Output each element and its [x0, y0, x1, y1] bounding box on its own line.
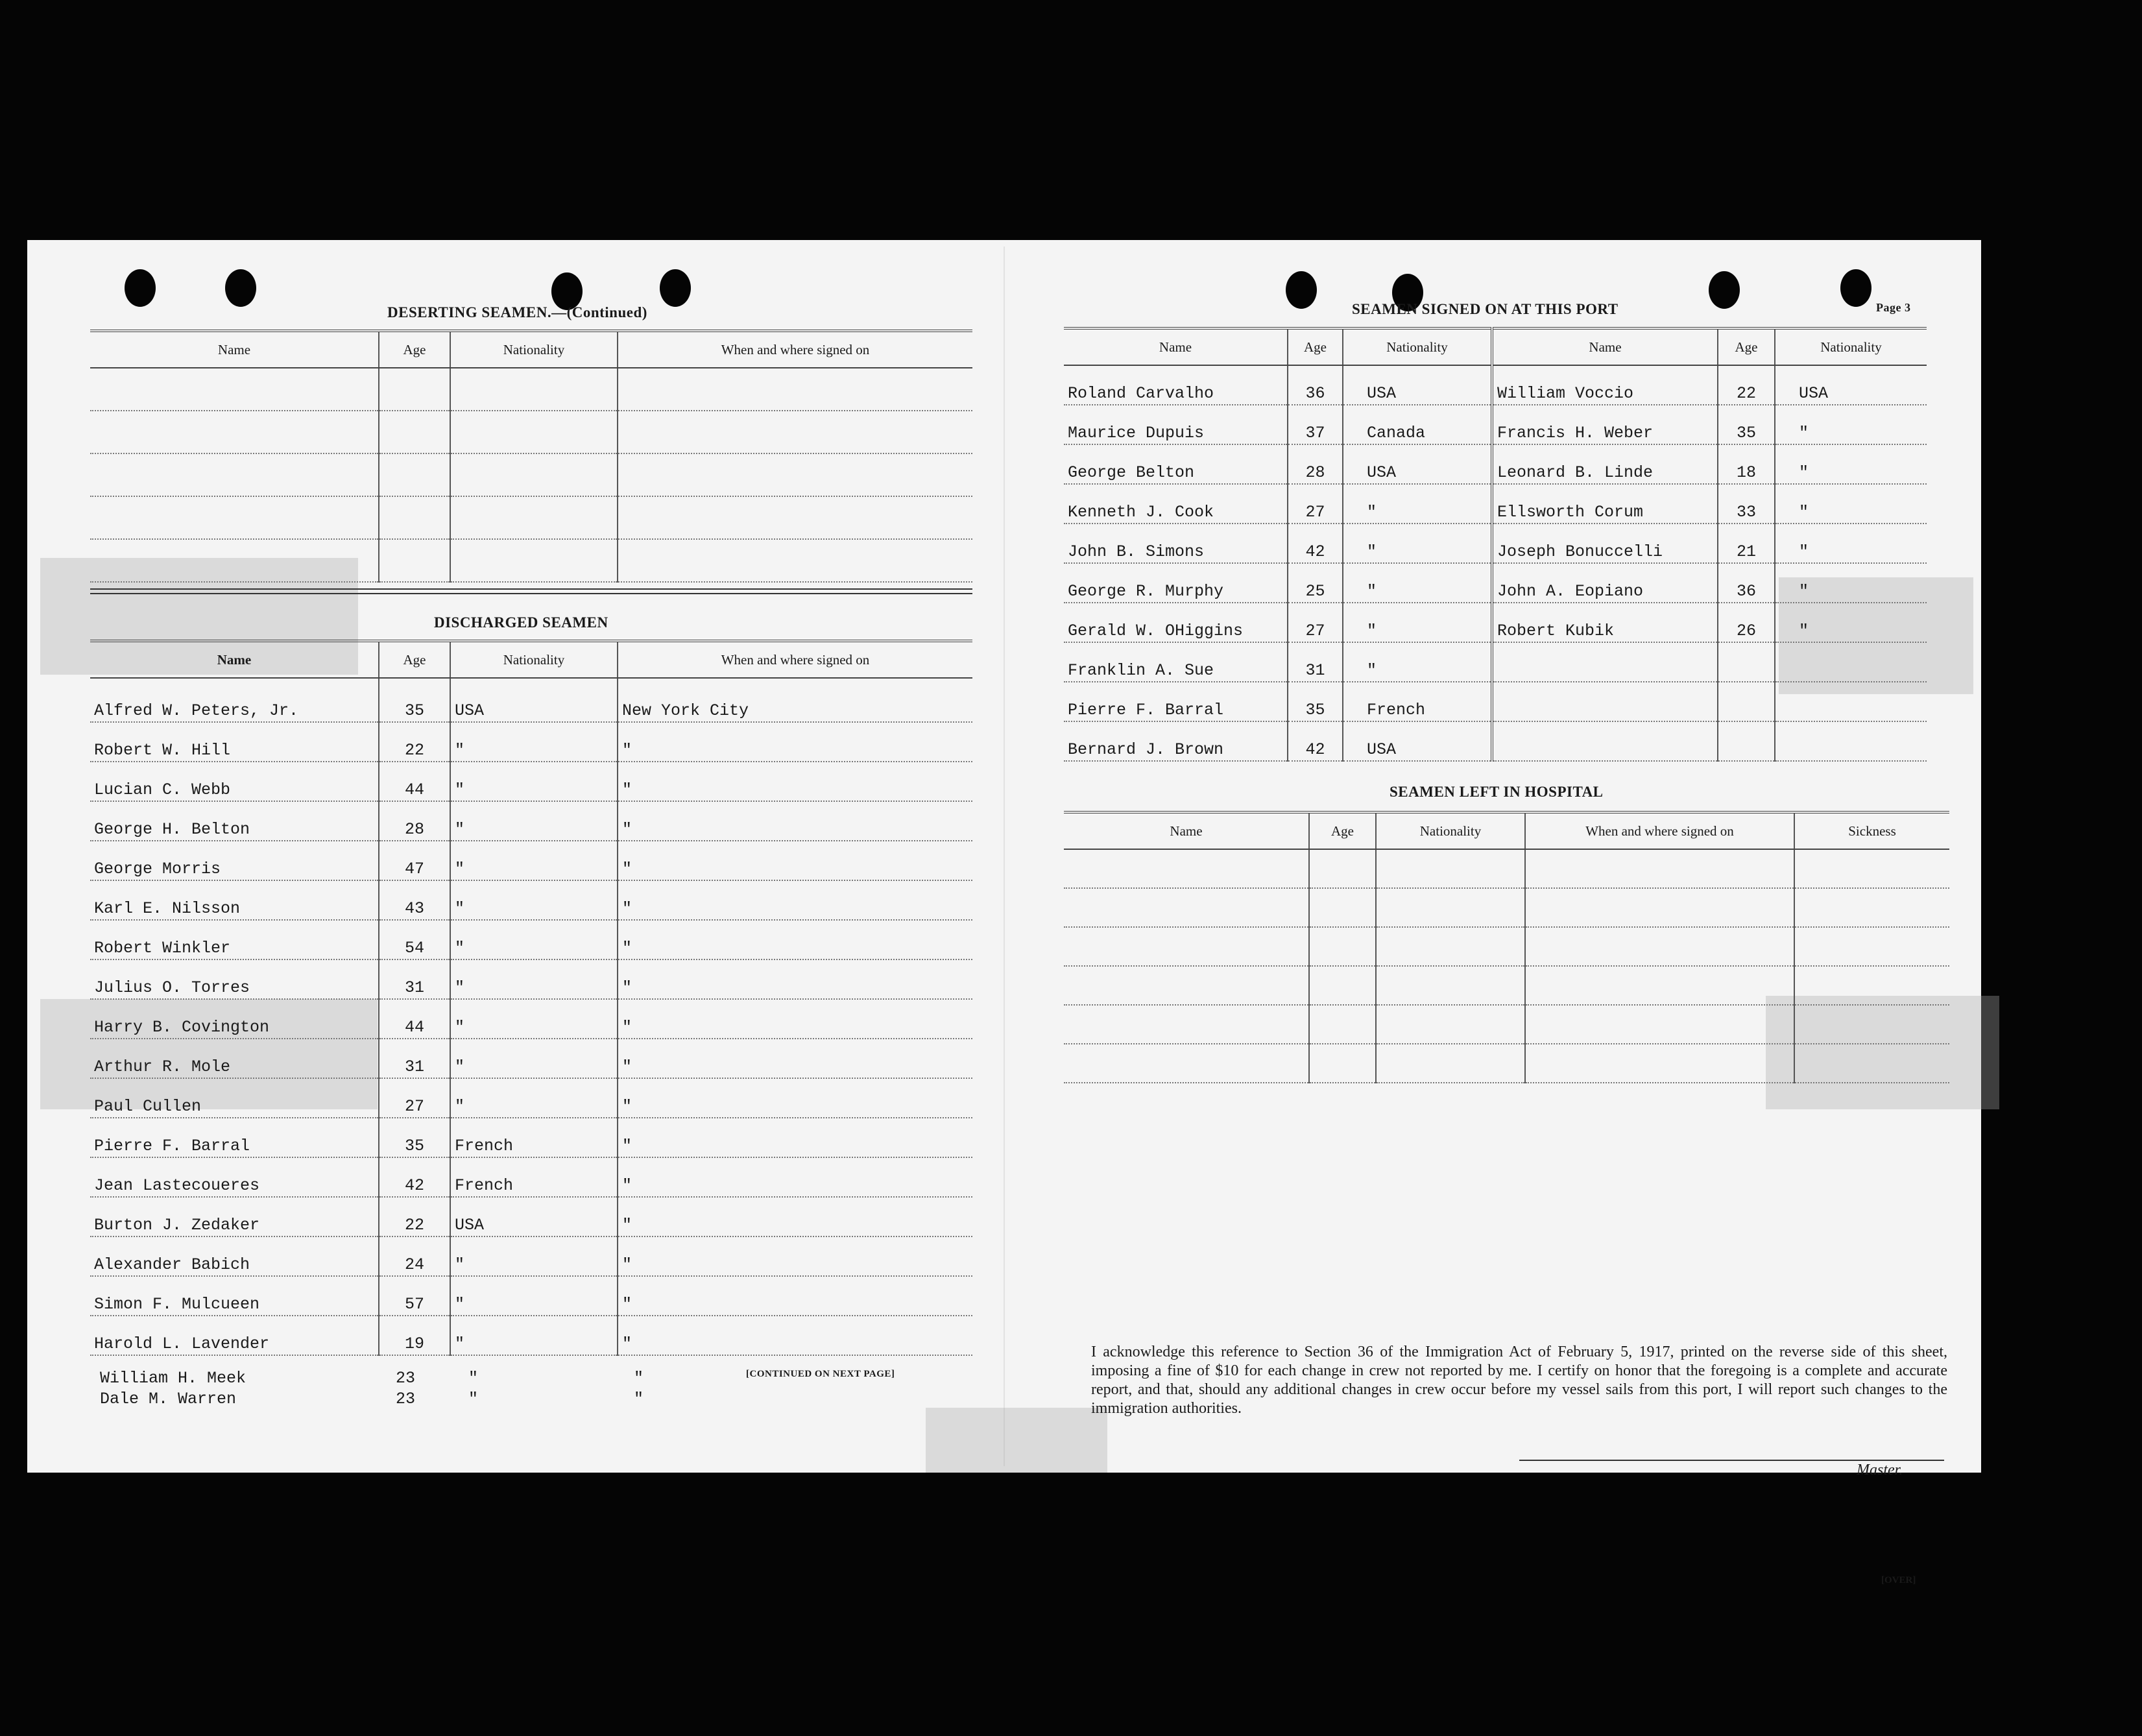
- seaman-age: 27: [1288, 484, 1343, 524]
- seaman-nationality: ": [1775, 444, 1927, 484]
- seaman-age: 21: [1718, 524, 1775, 563]
- seaman-age: [1718, 682, 1775, 721]
- signed-on-title: SEAMEN SIGNED ON AT THIS PORT: [1352, 301, 1619, 317]
- signed-on-place: ": [618, 1276, 972, 1316]
- hospital-table: [1064, 811, 1949, 1083]
- seaman-name: Alfred W. Peters, Jr.: [90, 678, 379, 722]
- table-row: [1064, 405, 1927, 444]
- seaman-nationality: ": [450, 841, 618, 880]
- seaman-age: 28: [1288, 444, 1343, 484]
- table-row: [90, 1316, 972, 1355]
- seaman-nationality: USA: [1343, 444, 1492, 484]
- name-header: Name: [1492, 328, 1718, 365]
- nationality-header: Nationality: [450, 331, 618, 368]
- punch-hole: [660, 269, 691, 307]
- seaman-nationality: ": [450, 1039, 618, 1078]
- extra-signed-on-place: ": [634, 1369, 644, 1388]
- seaman-nationality: ": [450, 999, 618, 1039]
- extra-seaman-age: 23: [396, 1390, 416, 1408]
- seaman-nationality: ": [1775, 603, 1927, 642]
- table-row: [1064, 849, 1949, 888]
- seaman-age: 22: [379, 1197, 450, 1236]
- deserting-table: [90, 330, 972, 583]
- table-row: [1064, 966, 1949, 1005]
- seaman-name: [1492, 642, 1718, 682]
- signed-on-table: [1064, 327, 1927, 762]
- signed-on-place: ": [618, 1118, 972, 1157]
- table-row: [90, 1197, 972, 1236]
- seaman-name: Pierre F. Barral: [90, 1118, 379, 1157]
- seaman-name: Maurice Dupuis: [1064, 405, 1288, 444]
- seaman-age: 44: [379, 762, 450, 801]
- table-row: [1064, 563, 1927, 603]
- seaman-name: George R. Murphy: [1064, 563, 1288, 603]
- seaman-nationality: ": [1343, 484, 1492, 524]
- extra-seaman-nationality: ": [468, 1369, 479, 1388]
- master-label: Master.: [1857, 1462, 1903, 1478]
- seaman-age: 47: [379, 841, 450, 880]
- table-row: [90, 801, 972, 841]
- hospital-title: SEAMEN LEFT IN HOSPITAL: [1390, 784, 1604, 800]
- acknowledgment-text: I acknowledge this reference to Section 36 of the Immigration Act of February 5, 1917, printed on the reverse side of this sheet, imposing a fine of $10 for each change in crew not reported by me. I certify on honor that the foregoing is a complete and accurate report, and that, should any additional changes in crew occur before my vessel sails from this port, I will report such changes to the immigration authorities.: [1091, 1344, 1947, 1417]
- seaman-name: Lucian C. Webb: [90, 762, 379, 801]
- signed-on-place: ": [618, 1078, 972, 1118]
- page-label: Page 3: [1876, 301, 1911, 314]
- seaman-nationality: ": [1775, 405, 1927, 444]
- table-row: [1064, 1044, 1949, 1083]
- table-row: [1064, 603, 1927, 642]
- table-row: [90, 453, 972, 496]
- signature-line: [1519, 1460, 1944, 1461]
- seaman-name: Pierre F. Barral: [1064, 682, 1288, 721]
- seaman-nationality: ": [1343, 642, 1492, 682]
- table-row: [90, 920, 972, 959]
- punch-hole: [1286, 271, 1317, 309]
- seaman-age: 24: [379, 1236, 450, 1276]
- seaman-age: 43: [379, 880, 450, 920]
- seaman-age: [1718, 642, 1775, 682]
- signed-on-place: ": [618, 1316, 972, 1355]
- table-row: [90, 1118, 972, 1157]
- seaman-age: 25: [1288, 563, 1343, 603]
- table-row: [90, 368, 972, 411]
- seaman-nationality: Canada: [1343, 405, 1492, 444]
- table-row: [90, 411, 972, 453]
- seaman-nationality: ": [450, 762, 618, 801]
- seaman-age: 22: [1718, 365, 1775, 405]
- seaman-age: 35: [1288, 682, 1343, 721]
- punch-hole: [225, 269, 256, 307]
- name-header: Name: [90, 331, 379, 368]
- seaman-name: Robert Kubik: [1492, 603, 1718, 642]
- table-row: [90, 1236, 972, 1276]
- seaman-nationality: USA: [1775, 365, 1927, 405]
- table-row: [90, 1039, 972, 1078]
- table-row: [90, 762, 972, 801]
- seaman-name: Harry B. Covington: [90, 999, 379, 1039]
- seaman-age: 31: [379, 959, 450, 999]
- seaman-age: 27: [379, 1078, 450, 1118]
- seaman-nationality: ": [450, 1078, 618, 1118]
- table-row: [90, 678, 972, 722]
- table-row: [90, 1276, 972, 1316]
- seaman-age: 18: [1718, 444, 1775, 484]
- seaman-name: Simon F. Mulcueen: [90, 1276, 379, 1316]
- seaman-nationality: French: [450, 1118, 618, 1157]
- seaman-name: Ellsworth Corum: [1492, 484, 1718, 524]
- sickness-header: Sickness: [1794, 812, 1949, 849]
- table-row: [1064, 682, 1927, 721]
- seaman-name: Jean Lastecoueres: [90, 1157, 379, 1197]
- nationality-header: Nationality: [1343, 328, 1492, 365]
- seaman-name: George Morris: [90, 841, 379, 880]
- seaman-name: Bernard J. Brown: [1064, 721, 1288, 761]
- age-header: Age: [1288, 328, 1343, 365]
- seaman-name: Franklin A. Sue: [1064, 642, 1288, 682]
- seaman-age: 42: [379, 1157, 450, 1197]
- deserting-title: DESERTING SEAMEN.—(Continued): [387, 304, 647, 320]
- seaman-age: 42: [1288, 524, 1343, 563]
- discharged-title: DISCHARGED SEAMEN: [434, 614, 608, 631]
- tape-mark: [926, 1408, 1107, 1473]
- table-row: [1064, 444, 1927, 484]
- table-row: [1064, 721, 1927, 761]
- seaman-age: [1718, 721, 1775, 761]
- seaman-age: 31: [1288, 642, 1343, 682]
- punch-hole: [125, 269, 156, 307]
- signed-on-place: ": [618, 801, 972, 841]
- signed-on-place: ": [618, 841, 972, 880]
- signed-on-place: ": [618, 762, 972, 801]
- seaman-nationality: ": [450, 920, 618, 959]
- seaman-nationality: French: [450, 1157, 618, 1197]
- name-header: Name: [1064, 812, 1309, 849]
- seaman-name: Burton J. Zedaker: [90, 1197, 379, 1236]
- seaman-age: 27: [1288, 603, 1343, 642]
- seaman-name: Arthur R. Mole: [90, 1039, 379, 1078]
- table-row: [1064, 524, 1927, 563]
- seaman-name: Roland Carvalho: [1064, 365, 1288, 405]
- age-header: Age: [1309, 812, 1376, 849]
- nationality-header: Nationality: [450, 641, 618, 678]
- table-row: [90, 841, 972, 880]
- seaman-age: 35: [1718, 405, 1775, 444]
- extra-seaman-name: William H. Meek: [100, 1369, 247, 1388]
- seaman-age: 36: [1718, 563, 1775, 603]
- seaman-age: 37: [1288, 405, 1343, 444]
- seaman-nationality: [1775, 721, 1927, 761]
- nationality-header: Nationality: [1775, 328, 1927, 365]
- signed-on-place: ": [618, 1157, 972, 1197]
- seaman-nationality: ": [450, 1236, 618, 1276]
- extra-seaman-name: Dale M. Warren: [100, 1390, 237, 1408]
- signed-on-place: ": [618, 920, 972, 959]
- table-row: [1064, 365, 1927, 405]
- seaman-age: 19: [379, 1316, 450, 1355]
- seaman-nationality: ": [1343, 603, 1492, 642]
- seaman-age: 44: [379, 999, 450, 1039]
- signed-on-header: When and where signed on: [618, 641, 972, 678]
- signed-on-place: ": [618, 880, 972, 920]
- extra-seaman-nationality: ": [468, 1390, 479, 1408]
- manifest-sheet: [27, 240, 1981, 1585]
- seaman-nationality: ": [1775, 524, 1927, 563]
- center-fold: [1004, 247, 1005, 1466]
- name-header: Name: [1064, 328, 1288, 365]
- seaman-nationality: USA: [450, 1197, 618, 1236]
- signed-on-place: New York City: [618, 678, 972, 722]
- seaman-nationality: ": [450, 801, 618, 841]
- table-row: [1064, 888, 1949, 927]
- seaman-nationality: ": [450, 1276, 618, 1316]
- seaman-name: Francis H. Weber: [1492, 405, 1718, 444]
- seaman-name: [1492, 682, 1718, 721]
- table-row: [1064, 642, 1927, 682]
- table-row: [90, 722, 972, 762]
- signed-on-place: ": [618, 1197, 972, 1236]
- table-row: [90, 496, 972, 539]
- signed-on-place: ": [618, 1236, 972, 1276]
- punch-hole: [1840, 269, 1871, 307]
- nationality-header: Nationality: [1376, 812, 1525, 849]
- seaman-name: George Belton: [1064, 444, 1288, 484]
- seaman-nationality: ": [450, 722, 618, 762]
- seaman-name: Paul Cullen: [90, 1078, 379, 1118]
- seaman-name: Robert W. Hill: [90, 722, 379, 762]
- table-row: [90, 1078, 972, 1118]
- seaman-age: 42: [1288, 721, 1343, 761]
- seaman-nationality: USA: [450, 678, 618, 722]
- seaman-nationality: USA: [1343, 721, 1492, 761]
- seaman-nationality: ": [1775, 484, 1927, 524]
- seaman-age: 31: [379, 1039, 450, 1078]
- seaman-name: Harold L. Lavender: [90, 1316, 379, 1355]
- seaman-age: 35: [379, 678, 450, 722]
- seaman-age: 33: [1718, 484, 1775, 524]
- name-header: Name: [90, 641, 379, 678]
- table-row: [1064, 484, 1927, 524]
- over-label: [OVER]: [1881, 1575, 1916, 1585]
- seaman-name: John A. Eopiano: [1492, 563, 1718, 603]
- seaman-age: 28: [379, 801, 450, 841]
- punch-hole: [1709, 271, 1740, 309]
- seaman-age: 57: [379, 1276, 450, 1316]
- signed-on-place: ": [618, 999, 972, 1039]
- seaman-age: 22: [379, 722, 450, 762]
- seaman-nationality: [1775, 642, 1927, 682]
- seaman-name: Karl E. Nilsson: [90, 880, 379, 920]
- seaman-name: [1492, 721, 1718, 761]
- signed-on-place: ": [618, 1039, 972, 1078]
- seaman-age: 35: [379, 1118, 450, 1157]
- signed-on-place: ": [618, 959, 972, 999]
- table-row: [90, 539, 972, 582]
- age-header: Age: [379, 641, 450, 678]
- seaman-nationality: USA: [1343, 365, 1492, 405]
- section-divider: [90, 588, 972, 594]
- seaman-name: George H. Belton: [90, 801, 379, 841]
- seaman-nationality: ": [450, 1316, 618, 1355]
- seaman-name: Alexander Babich: [90, 1236, 379, 1276]
- seaman-name: Leonard B. Linde: [1492, 444, 1718, 484]
- extra-signed-on-place: ": [634, 1390, 644, 1408]
- table-row: [1064, 1005, 1949, 1044]
- seaman-age: 26: [1718, 603, 1775, 642]
- seaman-name: Kenneth J. Cook: [1064, 484, 1288, 524]
- seaman-nationality: [1775, 682, 1927, 721]
- seaman-name: Joseph Bonuccelli: [1492, 524, 1718, 563]
- signed-on-header: When and where signed on: [618, 331, 972, 368]
- extra-seaman-age: 23: [396, 1369, 416, 1388]
- seaman-name: William Voccio: [1492, 365, 1718, 405]
- seaman-nationality: ": [450, 959, 618, 999]
- table-row: [90, 999, 972, 1039]
- table-row: [90, 1157, 972, 1197]
- seaman-nationality: ": [1343, 524, 1492, 563]
- table-row: [90, 880, 972, 920]
- seaman-name: John B. Simons: [1064, 524, 1288, 563]
- seaman-name: Gerald W. OHiggins: [1064, 603, 1288, 642]
- signed-on-header: When and where signed on: [1525, 812, 1794, 849]
- continued-note: [CONTINUED ON NEXT PAGE]: [746, 1369, 895, 1379]
- seaman-name: Julius O. Torres: [90, 959, 379, 999]
- signed-on-place: ": [618, 722, 972, 762]
- table-row: [1064, 927, 1949, 966]
- seaman-age: 54: [379, 920, 450, 959]
- table-row: [90, 959, 972, 999]
- seaman-nationality: ": [1343, 563, 1492, 603]
- age-header: Age: [1718, 328, 1775, 365]
- seaman-nationality: ": [1775, 563, 1927, 603]
- seaman-name: Robert Winkler: [90, 920, 379, 959]
- seaman-nationality: ": [450, 880, 618, 920]
- seaman-age: 36: [1288, 365, 1343, 405]
- seaman-nationality: French: [1343, 682, 1492, 721]
- discharged-table: [90, 640, 972, 1356]
- age-header: Age: [379, 331, 450, 368]
